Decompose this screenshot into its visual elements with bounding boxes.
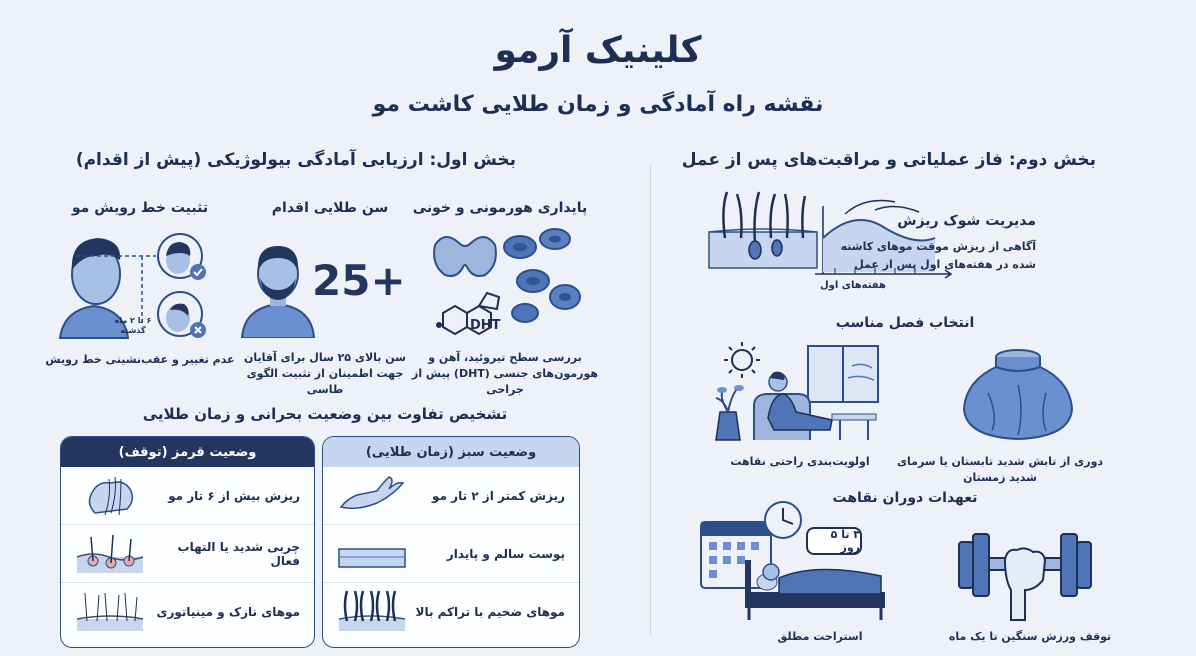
list-item: موهای نازک و مینیاتوری — [61, 583, 314, 641]
compare-heading: تشخیص تفاوت بین وضعیت بحرانی و زمان طلایی — [142, 405, 508, 423]
rest-days-bubble: ۳ تا ۵ روز — [806, 527, 862, 555]
recovery-title: تعهدات دوران نقاهت — [832, 490, 978, 506]
age-title: سن طلایی اقدام — [271, 200, 389, 216]
list-item: چربی شدید یا التهاب فعال — [61, 525, 314, 583]
recovery-caption-left: استراحت مطلق — [777, 630, 863, 643]
healthy-skin-icon — [337, 531, 407, 577]
age-number: 25+ — [312, 256, 406, 305]
man-avatar-icon — [238, 238, 318, 338]
red-card-title: وضعیت قرمز (توقف) — [61, 437, 314, 467]
hairline-title: تثبیت خط رویش مو — [71, 200, 209, 216]
hairline-caption: عدم تغییر و عقب‌نشینی خط رویش — [45, 353, 235, 366]
season-caption-right: دوری از تابش شدید تابستان یا سرمای شدید زمستان — [896, 455, 1104, 484]
age-caption: سن بالای ۲۵ سال برای آقایان جهت اطمینان از تثبیت الگوی طاسی — [244, 351, 406, 396]
thin-hair-icon — [75, 589, 145, 635]
green-status-card — [322, 436, 580, 648]
list-item: ریزش کمتر از ۲ تار مو — [323, 467, 579, 525]
season-title: انتخاب فصل مناسب — [835, 315, 975, 331]
season-caption-left: اولویت‌بندی راحتی نقاهت — [730, 455, 870, 468]
green-card-title: وضعیت سبز (زمان طلایی) — [323, 437, 579, 467]
open-hand-icon — [337, 473, 407, 519]
hormone-caption: بررسی سطح تیروئید، آهن و هورمون‌های جنسی (DHT) پیش از جراحی — [411, 351, 599, 396]
dht-label: DHT — [470, 318, 501, 333]
bed-rest-calendar-icon — [695, 500, 895, 622]
shock-axis-label: هفته‌های اول — [820, 280, 886, 291]
dumbbell-stop-icon — [955, 520, 1095, 625]
thick-hair-icon — [337, 589, 407, 635]
part2-heading: بخش دوم: فاز عملیاتی و مراقبت‌های پس از عمل — [681, 150, 1096, 170]
shock-title: مدیریت شوک ریزش — [897, 213, 1036, 229]
list-item: پوست سالم و پایدار — [323, 525, 579, 583]
ice-pack-icon — [958, 345, 1078, 445]
hormone-blood-icon — [425, 225, 585, 345]
list-item: موهای ضخیم با تراکم بالا — [323, 583, 579, 641]
hair-fall-hand-icon — [75, 473, 145, 519]
shock-desc: آگاهی از ریزش موقت موهای کاشته شده در هفته‌های اول پس از عمل — [840, 240, 1036, 271]
red-status-card — [60, 436, 315, 648]
page-subtitle: نقشه راه آمادگی و زمان طلایی کاشت مو — [372, 92, 824, 117]
recovery-caption-right: توقف ورزش سنگین تا یک ماه — [948, 630, 1112, 643]
part1-heading: بخش اول: ارزیابی آمادگی بیولوژیکی (پیش از اقدام) — [75, 150, 516, 170]
resting-at-window-icon — [712, 340, 882, 445]
list-item: ریزش بیش از ۶ تار مو — [61, 467, 314, 525]
hairline-time-label: ۶ تا ۲ ماه گذشته — [114, 316, 152, 336]
hormone-title: پایداری هورمونی و خونی — [412, 200, 588, 216]
section-divider — [650, 165, 651, 635]
page-title: کلینیک آرمو — [494, 30, 702, 71]
inflamed-scalp-icon — [75, 531, 145, 577]
